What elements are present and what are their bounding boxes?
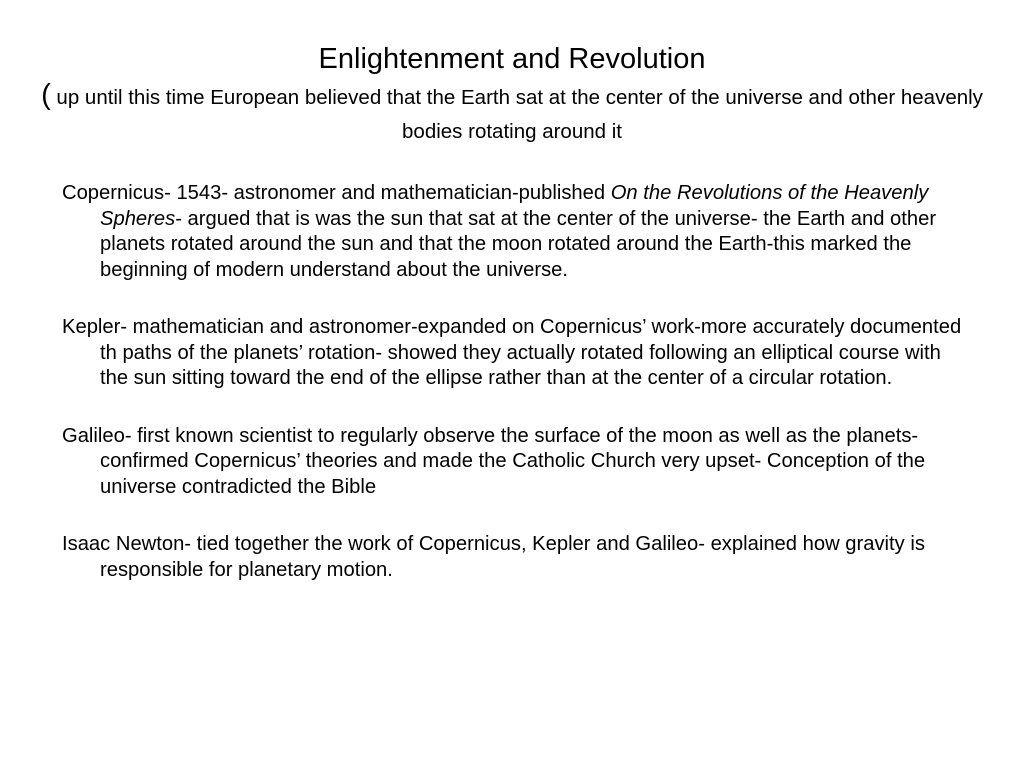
copernicus-book-title: On the Revolutions of the Heavenly Spheres [100,182,929,230]
subtitle-open-paren: ( [41,79,51,111]
paragraph-newton: Isaac Newton- tied together the work of Copernicus, Kepler and Galileo- explained how gravity is responsible for planetary motion. [62,533,925,581]
subtitle-text: up until this time European believed that the Earth sat at the center of the universe and other heavenly bodies rotating around it [50,86,983,143]
copernicus-text-after: - argued that is was the sun that sat at the center of the universe- the Earth and other planets rotated around the sun and that the moon rotated around the Earth-this marked the beginning of modern understand about the universe. [100,207,937,281]
paragraph-copernicus [62,181,962,283]
slide-title: Enlightenment and Revolution [318,43,706,75]
slide-body [62,181,962,615]
slide-subtitle [40,78,984,149]
slide-title-block [40,40,984,149]
copernicus-text-before: Copernicus- 1543- astronomer and mathematician-published [62,182,611,204]
paragraph-galileo: Galileo- first known scientist to regularly observe the surface of the moon as well as the planets- confirmed Copernicus’ theories and made the Catholic Church very upset- Conception of the universe contradicted the Bible [62,424,926,498]
paragraph-kepler: Kepler- mathematician and astronomer-expanded on Copernicus’ work-more accurately documented th paths of the planets’ rotation- showed they actually rotated following an elliptical course with the sun sitting toward the end of the ellipse rather than at the center of a circular rotation. [62,316,962,389]
